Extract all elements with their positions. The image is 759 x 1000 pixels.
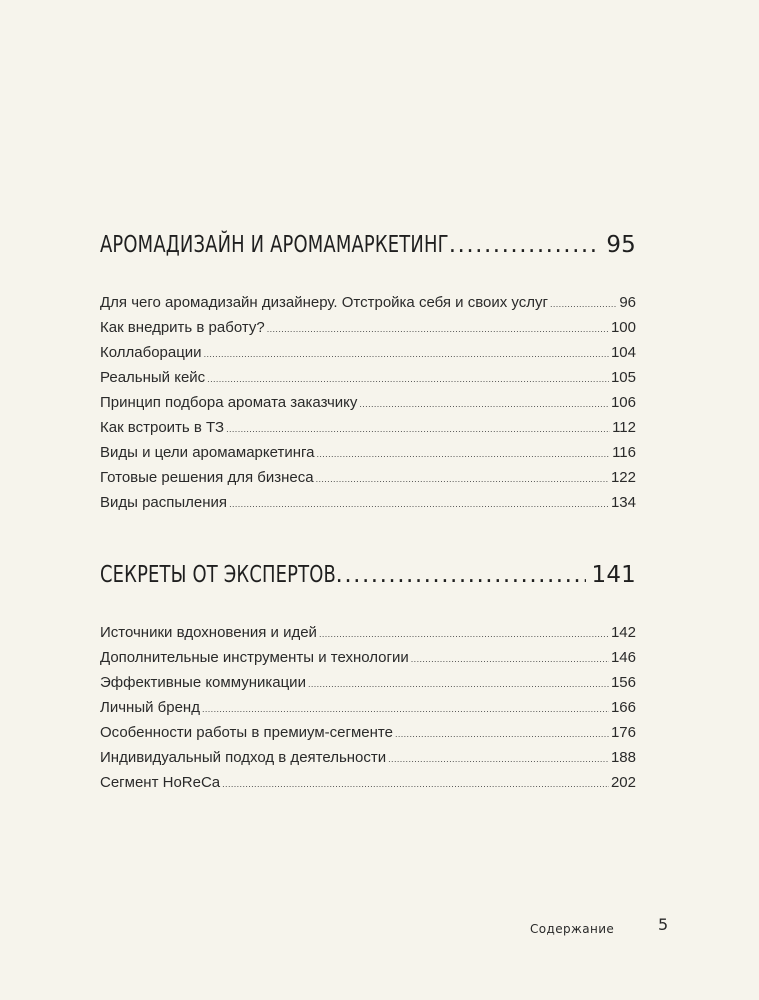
entry-title: Виды и цели аромамаркетинга [100,444,315,461]
dot-leader [316,442,610,467]
entry-page-number: 146 [610,649,636,666]
dot-leader [267,317,609,342]
entry-page-number: 134 [610,494,636,511]
dot-leader [308,672,609,697]
section-title: АРОМАДИЗАЙН И АРОМАМАРКЕТИНГ [100,232,449,258]
entry-page-number: 166 [610,699,636,716]
toc-entry[interactable] [100,670,636,695]
toc-entry[interactable] [100,315,636,340]
toc-entry[interactable] [100,340,636,365]
entry-title: Особенности работы в премиум-сегменте [100,724,393,741]
dot-leader [359,392,609,417]
entry-page-number: 122 [610,469,636,486]
dot-leader [222,772,609,797]
toc-entry[interactable] [100,745,636,770]
dot-leader [550,292,617,317]
entry-page-number: 105 [610,369,636,386]
entry-page-number: 96 [619,294,636,311]
section-heading[interactable] [100,560,636,590]
dot-leader [204,342,609,367]
toc-entry[interactable] [100,620,636,645]
entry-title: Виды распыления [100,494,228,511]
entry-title: Для чего аромадизайн дизайнеру. Отстройка себя и своих услуг [100,294,548,311]
toc-entry-list [100,620,636,795]
dot-leader [395,722,609,747]
entry-page-number: 176 [610,724,636,741]
entry-title: Дополнительные инструменты и технологии [100,649,409,666]
entry-title: Как встроить в ТЗ [100,419,225,436]
toc-entry[interactable] [100,720,636,745]
toc-entry[interactable] [100,290,636,315]
entry-page-number: 100 [610,319,636,336]
toc-entry[interactable] [100,490,636,515]
entry-page-number: 142 [610,624,636,641]
dot-leader [207,367,609,392]
entry-title: Готовые решения для бизнеса [100,469,314,486]
section-page-number: 95 [606,232,636,258]
toc-entry[interactable] [100,390,636,415]
toc-section-expert-secrets [100,560,636,795]
entry-title: Реальный кейс [100,369,206,386]
dot-leader [229,492,609,517]
dot-leader [388,747,609,772]
toc-entry[interactable] [100,365,636,390]
toc-entry-list [100,290,636,515]
toc-entry[interactable] [100,695,636,720]
dot-leader [336,560,586,590]
toc-entry[interactable] [100,415,636,440]
toc-entry[interactable] [100,645,636,670]
dot-leader [202,697,609,722]
section-title: СЕКРЕТЫ ОТ ЭКСПЕРТОВ [100,562,336,588]
entry-page-number: 116 [612,444,636,461]
entry-title: Источники вдохновения и идей [100,624,317,641]
dot-leader [411,647,609,672]
entry-title: Эффективные коммуникации [100,674,306,691]
entry-title: Как внедрить в работу? [100,319,265,336]
section-heading[interactable] [100,230,636,260]
page-number: 5 [658,915,669,934]
entry-page-number: 104 [610,344,636,361]
entry-page-number: 112 [612,419,636,436]
dot-leader [226,417,610,442]
dot-leader [449,230,601,260]
toc-section-aromadesign [100,230,636,515]
entry-page-number: 202 [610,774,636,791]
entry-page-number: 106 [610,394,636,411]
entry-page-number: 188 [610,749,636,766]
entry-page-number: 156 [610,674,636,691]
entry-title: Личный бренд [100,699,200,716]
dot-leader [319,622,609,647]
section-page-number: 141 [591,562,636,588]
entry-title: Принцип подбора аромата заказчику [100,394,358,411]
footer-section-label: Содержание [530,922,615,936]
toc-entry[interactable] [100,770,636,795]
entry-title: Коллаборации [100,344,202,361]
toc-entry[interactable] [100,465,636,490]
toc-entry[interactable] [100,440,636,465]
entry-title: Индивидуальный подход в деятельности [100,749,387,766]
dot-leader [316,467,609,492]
entry-title: Сегмент HoReCa [100,774,221,791]
